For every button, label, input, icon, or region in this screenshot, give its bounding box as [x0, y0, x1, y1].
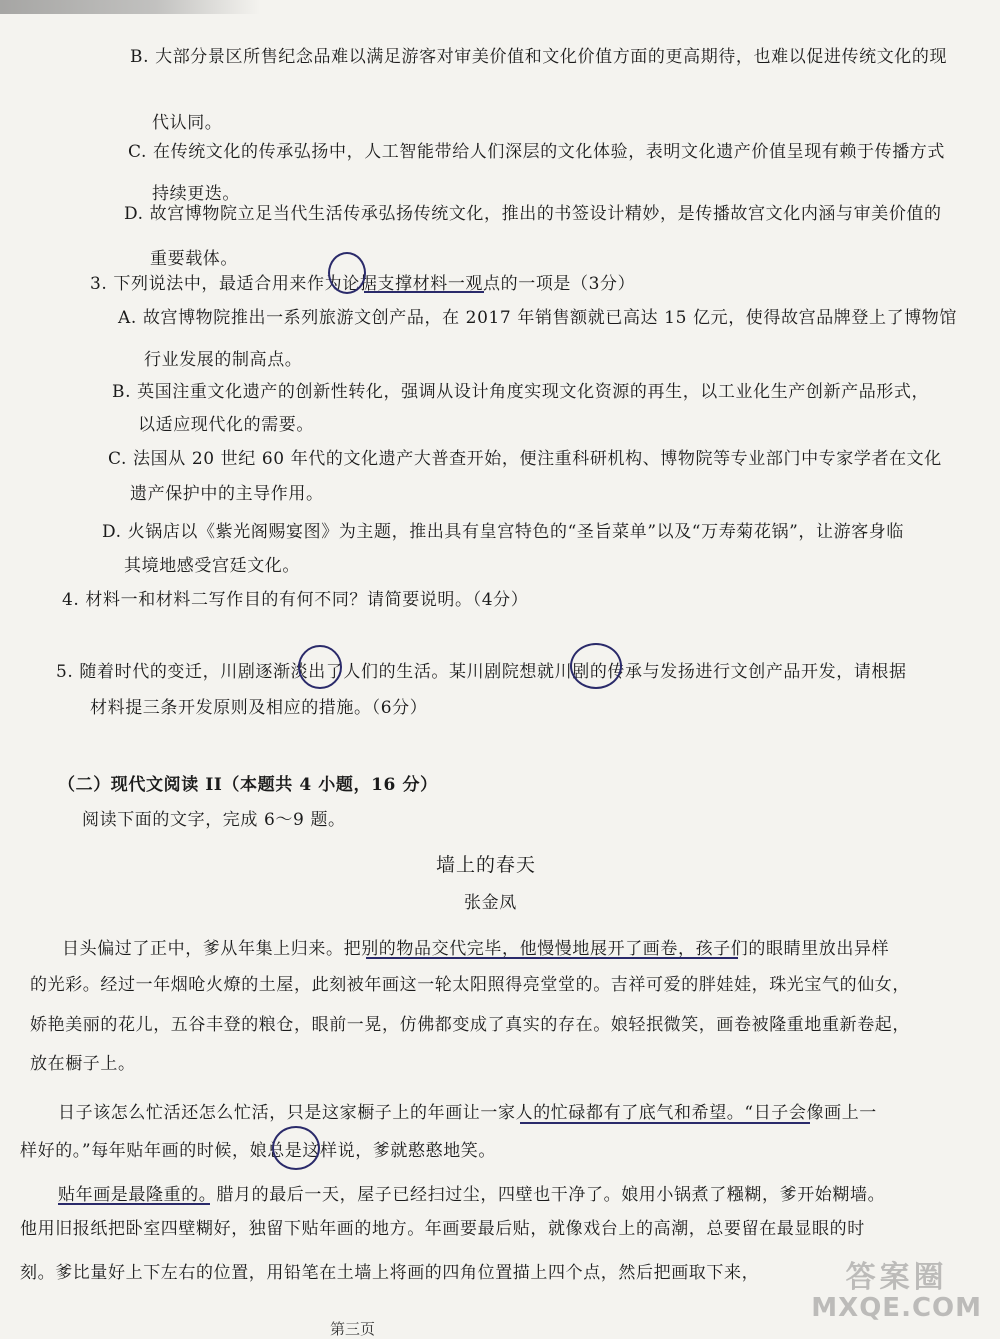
q3-option-c-line2: 遗产保护中的主导作用。 — [130, 484, 324, 504]
p1-line3: 娇艳美丽的花儿，五谷丰登的粮仓，眼前一晃，仿佛都变成了真实的存在。娘轻抿微笑，画卷被隆重地重新卷起， — [30, 1015, 910, 1035]
p2-line2: 样好的。”每年贴年画的时候，娘总是这样说，爹就憨憨地笑。 — [20, 1141, 496, 1161]
pen-circle-lunju — [328, 252, 366, 294]
p3-line2: 他用旧报纸把卧室四壁糊好，独留下贴年画的地方。年画要最后贴，就像戏台上的高潮，总要留在最显眼的时 — [20, 1219, 865, 1239]
site-watermark — [811, 1261, 982, 1323]
p1-line4: 放在橱子上。 — [30, 1054, 136, 1074]
q2-option-d-line1: D. 故宫博物院立足当代生活传承弘扬传统文化，推出的书签设计精妙，是传播故宫文化内涵与审美价值的 — [124, 204, 942, 224]
q3-option-d-line1: D. 火锅店以《紫光阁赐宴图》为主题，推出具有皇宫特色的“圣旨菜单”以及“万寿菊花锅”，让游客身临 — [102, 522, 904, 542]
q2-option-c-line2: 持续更迭。 — [152, 184, 240, 204]
article-title: 墙上的春天 — [436, 854, 537, 876]
watermark-top: 答案圈 — [845, 1260, 948, 1296]
section-instruction: 阅读下面的文字，完成 6～9 题。 — [82, 810, 346, 830]
pen-underline-q3 — [364, 291, 484, 293]
p2-line1: 日子该怎么忙活还怎么忙活，只是这家橱子上的年画让一家人的忙碌都有了底气和希望。“日子会像画上一 — [58, 1103, 877, 1123]
q5-stem-line1: 5. 随着时代的变迁，川剧逐渐淡出了人们的生活。某川剧院想就川剧的传承与发扬进行文创产品开发，请根据 — [56, 662, 907, 682]
pen-circle-chuanju — [570, 643, 622, 689]
article-author: 张金凤 — [464, 893, 517, 913]
q3-option-c-line1: C. 法国从 20 世纪 60 年代的文化遗产大普查开始，便注重科研机构、博物院等专业部门中专家学者在文化 — [108, 449, 942, 469]
scan-smudge — [0, 0, 260, 14]
p3-line3: 刻。爹比量好上下左右的位置，用铅笔在土墙上将画的四角位置描上四个点，然后把画取下来， — [20, 1263, 760, 1283]
q3-option-a-line1: A. 故宫博物院推出一系列旅游文创产品，在 2017 年销售额就已高达 15 亿元，使得故宫品牌登上了博物馆 — [118, 308, 957, 328]
q3-option-a-line2: 行业发展的制高点。 — [144, 350, 303, 370]
p3-line1: 贴年画是最隆重的。腊月的最后一天，屋子已经扫过尘，四壁也干净了。娘用小锅煮了糨糊，爹开始糊墙。 — [58, 1185, 886, 1205]
q3-stem: 3. 下列说法中，最适合用来作为论据支撑材料一观点的一项是（3分） — [90, 274, 636, 294]
pen-underline-p3 — [58, 1203, 210, 1205]
pen-circle-danchu — [298, 645, 342, 689]
q3-option-b-line2: 以适应现代化的需要。 — [138, 415, 314, 435]
p1-line2: 的光彩。经过一年烟呛火燎的土屋，此刻被年画这一轮太阳照得亮堂堂的。吉祥可爱的胖娃娃，珠光宝气的仙女， — [30, 975, 910, 995]
q3-option-b-line1: B. 英国注重文化遗产的创新性转化，强调从设计角度实现文化资源的再生，以工业化生产创新产品形式， — [112, 382, 930, 402]
watermark-bottom: MXQE.COM — [811, 1293, 982, 1324]
q5-stem-line2: 材料提三条开发原则及相应的措施。（6分） — [90, 698, 428, 718]
p1-line1: 日头偏过了正中，爹从年集上归来。把别的物品交代完毕，他慢慢地展开了画卷，孩子们的眼睛里放出异样 — [62, 939, 890, 959]
q2-option-c-line1: C. 在传统文化的传承弘扬中，人工智能带给人们深层的文化体验，表明文化遗产价值呈现有赖于传播方式 — [128, 142, 946, 162]
page-footer: 第三页 — [330, 1320, 376, 1338]
section-heading: （二）现代文阅读 II（本题共 4 小题，16 分） — [58, 775, 438, 795]
pen-circle-niangzong — [272, 1126, 320, 1170]
q2-option-b-line2: 代认同。 — [152, 113, 223, 133]
q2-option-b-line1: B. 大部分景区所售纪念品难以满足游客对审美价值和文化价值方面的更高期待，也难以促进传统文化的现 — [130, 47, 948, 67]
q2-option-d-line2: 重要载体。 — [150, 249, 238, 269]
q3-option-d-line2: 其境地感受宫廷文化。 — [124, 556, 300, 576]
pen-underline-p1 — [366, 957, 738, 959]
q4-stem: 4. 材料一和材料二写作目的有何不同？请简要说明。（4分） — [62, 590, 529, 610]
pen-underline-p2 — [520, 1122, 810, 1124]
